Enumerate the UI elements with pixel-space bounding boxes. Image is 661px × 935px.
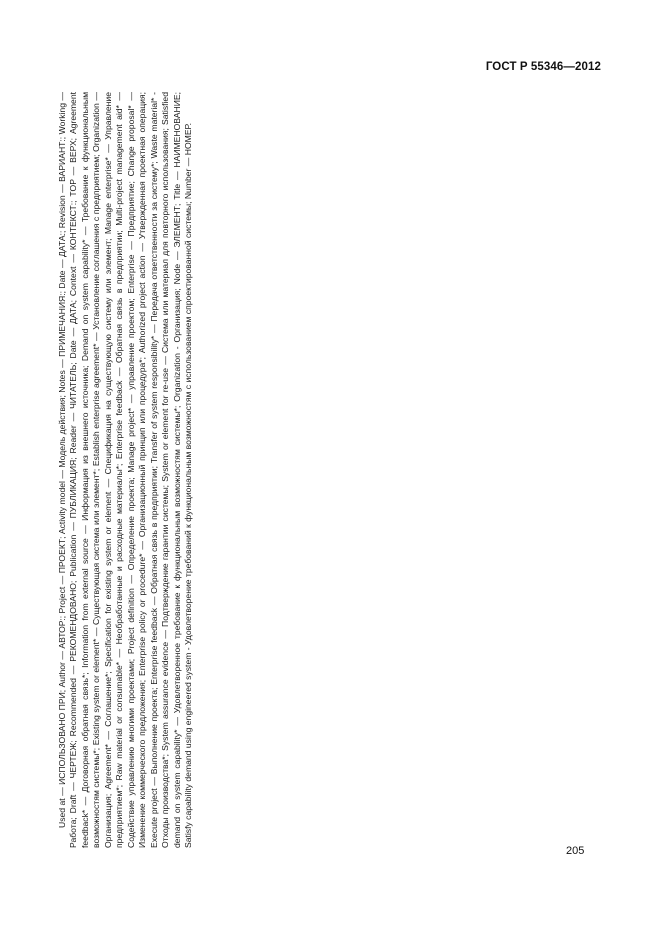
rotated-glossary-paragraph xyxy=(57,92,241,848)
standard-code-header: ГОСТ Р 55346—2012 xyxy=(485,61,601,73)
rotated-body-container xyxy=(57,92,241,848)
glossary-text: Used at — ИСПОЛЬЗОВАНО ПРИ; Author — АВТОР:; Project — ПРОЕКТ; Activity model — Модель действия; Notes — ПРИМЕЧАНИЯ:; Date — ДАТА:; Revision — ВАРИАНТ:; Working — Работа; Draft — ЧЕРТЕЖ; Recommended — РЕКОМЕНДОВАНО; Publication — ПУБЛИКАЦИЯ; Reader — ЧИТАТЕЛЬ; Date — ДАТА; Context — КОНТЕКСТ:; TOP — ВЕРХ; Agreement feedback* — Договорная обратная связь*; Information from external source — Информация из внешнего источника; Demand on system capability* — Требование к функциональным возможностям системы*; Existing system or element* — Существующая система или элемент*; Establish enterprise agreement* — Установление соглашения с предприятием; Organization — Организация; Agreement* — Соглашение*; Specification for existing system or element — Спецификация на существующую систему или элемент; Manage enterprise* — Управление предприятием*; Raw material or consumable* — Необработанные и расходные материалы*; Enterprise feedback — Обратная связь в предприятии; Multi-project management aid* — Содействие управлению многими проектами; Project definition — Определение проекта; Manage project* — управление проектом; Enterprise — Предприятие; Change proposal* — Изменение коммерческого предложения; Enterprise policy or procedure* — Организационный принцип или процедура*; Authorized project action — Утвержденная проектная операция; Execute project — Выполнение проекта; Enterprise feedback — Обратная связь в предприятии; Transfer of system responsibility* — Передача ответственности за систему*; Waste material* - Отходы производства*; System assurance evidence — Подтверждение гарантии системы; System or element for re-use — Система или материал для повторного использования; Satisfied demand on system capability* — Удовлетворенное требование к функциональным возможностям системы*; Organization - Организация; Node — ЭЛЕМЕНТ; Title — НАИМЕНОВАНИЕ; Satisfy capability demand using engineered system - Удовлетворение требований к функциональным возможностям с использованием спроектированной системы; Number — НОМЕР. xyxy=(57,92,193,848)
page-number: 205 xyxy=(566,845,585,857)
